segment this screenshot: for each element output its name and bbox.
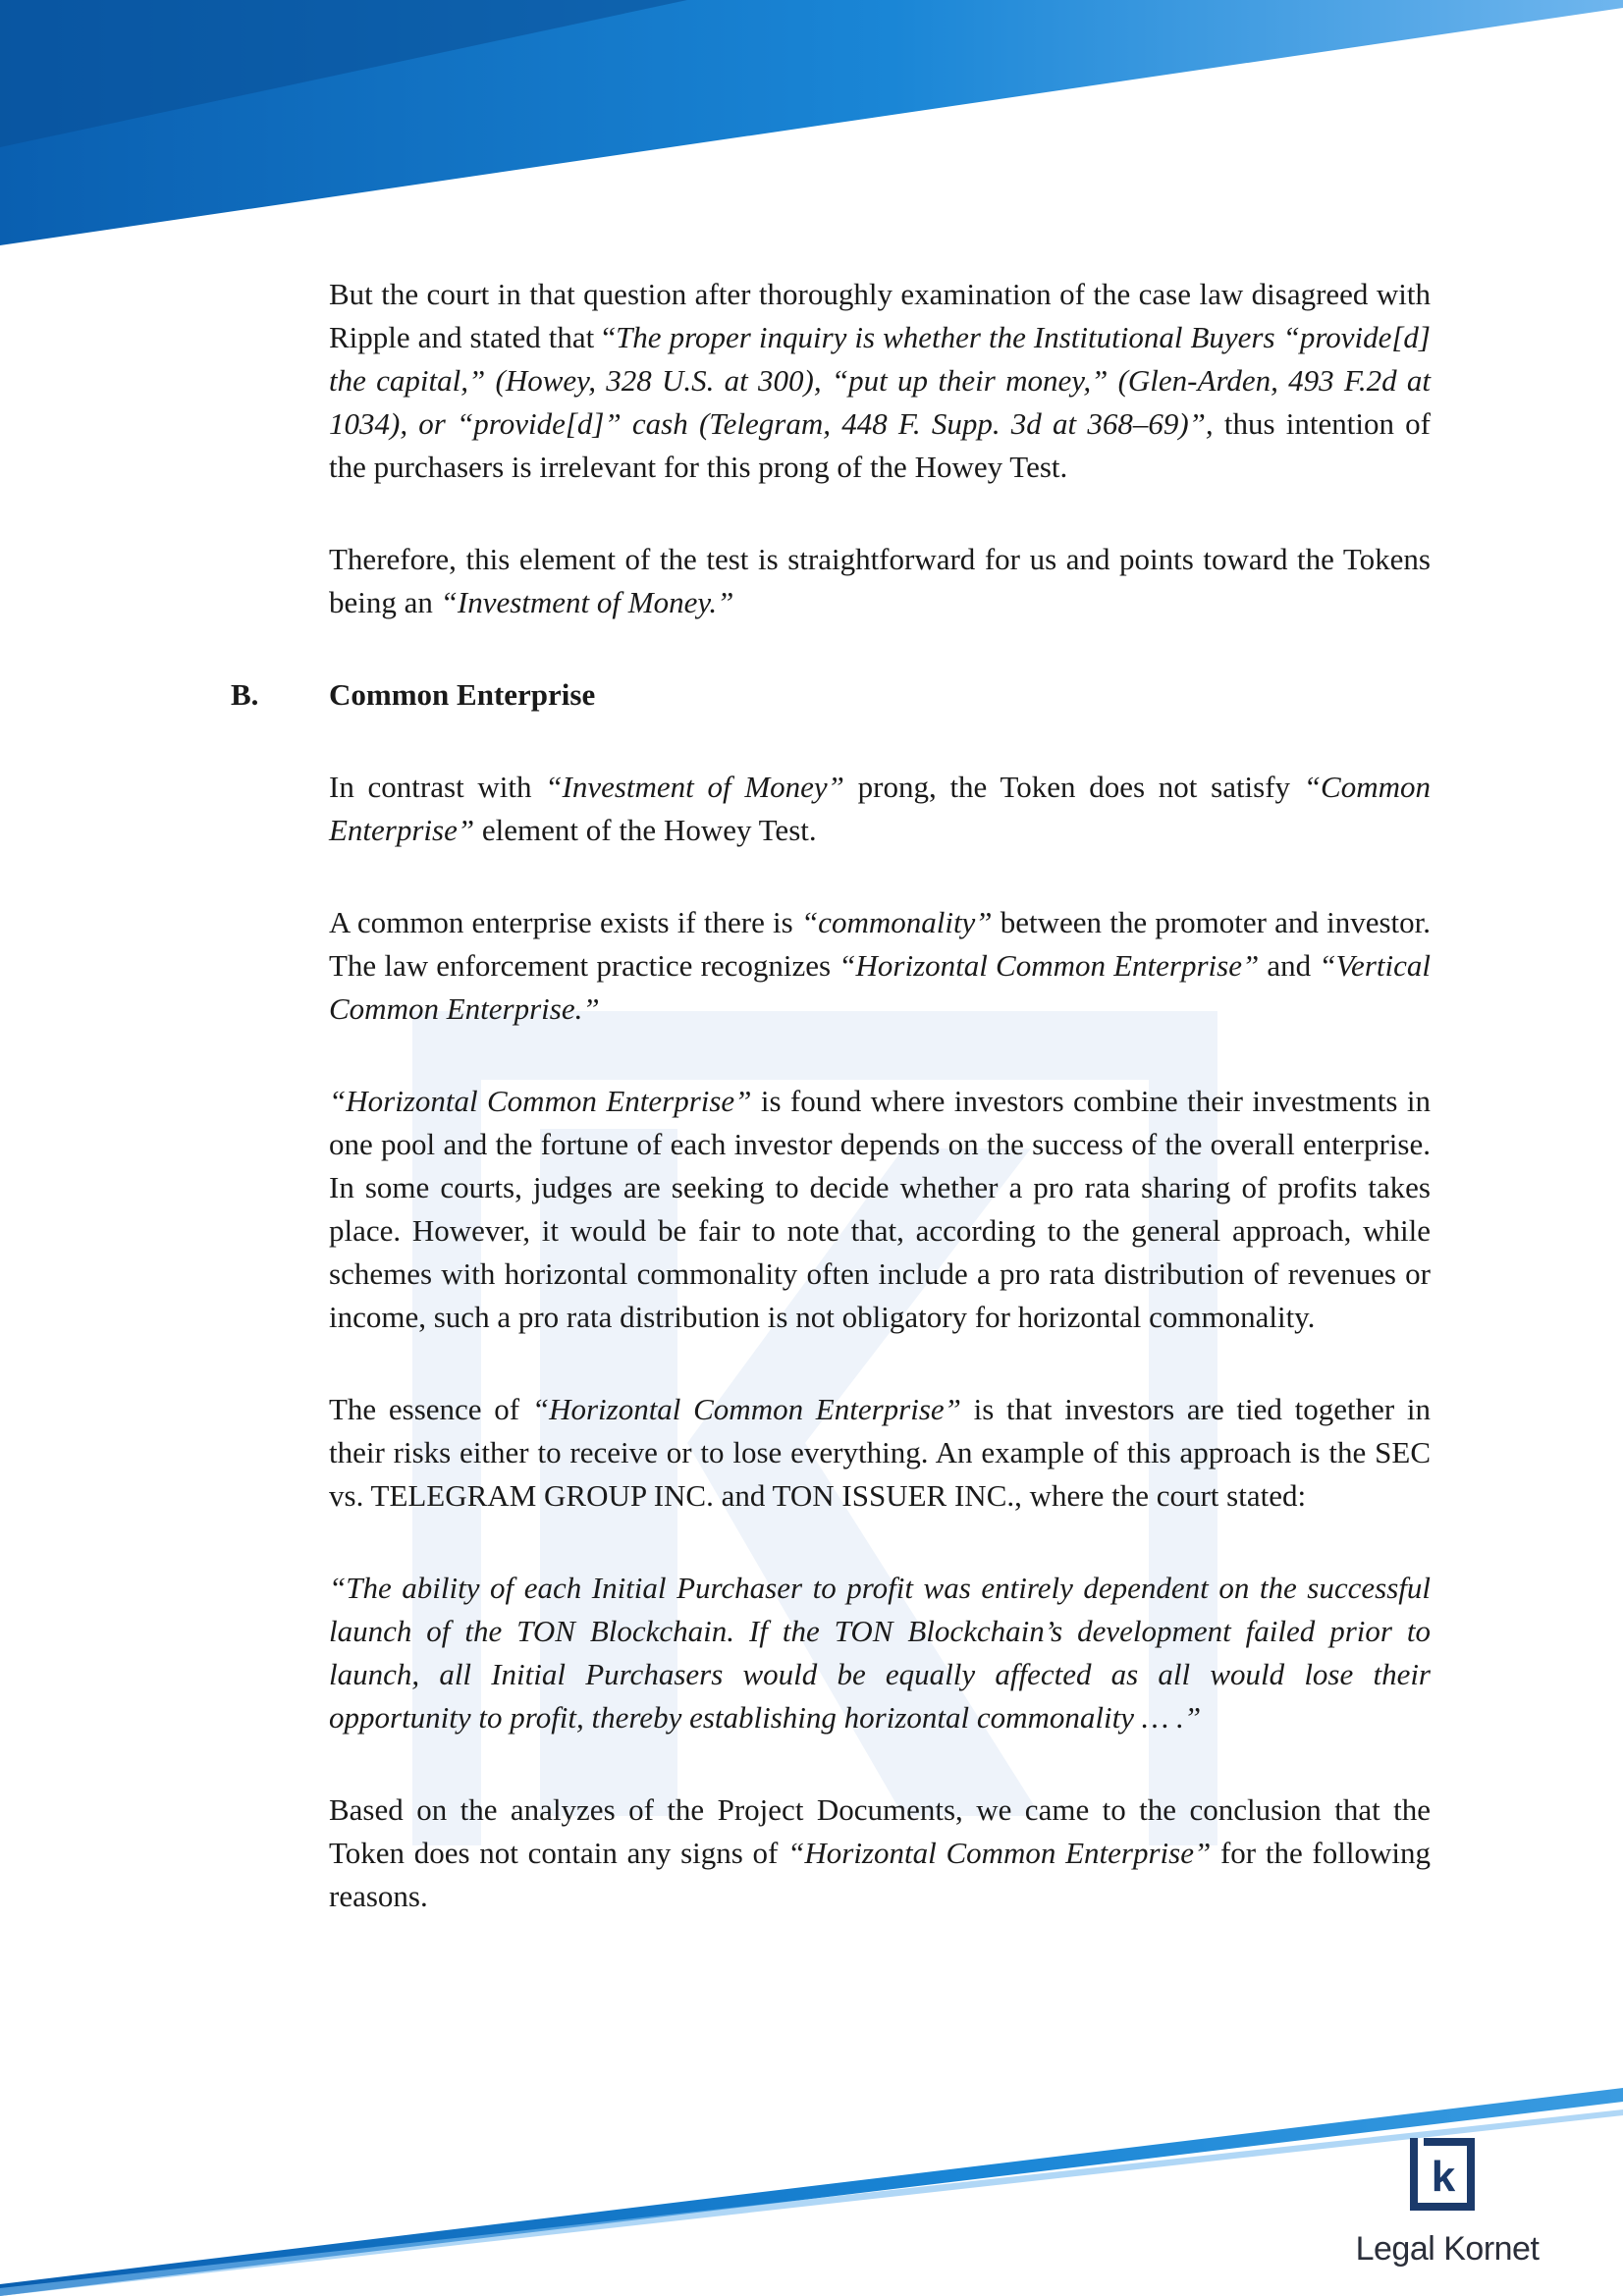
court-quote: “The ability of each Initial Purchaser to profit was entirely dependent on the successful launch of the TON Blockchain. If the TON Blockchain’s development failed prior to launch, all Initial Purchasers would be equally affected as all would lose their opportunity to profit, thereby establishing horizontal commonality … .”: [329, 1571, 1431, 1735]
section-heading-common-enterprise: [231, 673, 1431, 717]
paragraph-investment-conclusion: Therefore, this element of the test is straightforward for us and points toward the Tokens being an “Investment of Money.”: [329, 542, 1431, 619]
paragraph-contrast: In contrast with “Investment of Money” prong, the Token does not satisfy “Common Enterprise” element of the Howey Test.: [329, 770, 1431, 847]
section-letter: B.: [231, 677, 259, 712]
logo-letter: k: [1431, 2153, 1456, 2201]
paragraph-ripple-inquiry: But the court in that question after thoroughly examination of the case law disagreed with Ripple and stated that “The proper inquiry is whether the Institutional Buyers “provide[d] the capital,” (Howey, 328 U.S. at 300), “put up their money,” (Glen-Arden, 493 F.2d at 1034), or “provide[d]” cash (Telegram, 448 F. Supp. 3d at 368–69)”, thus intention of the purchasers is irrelevant for this prong of the Howey Test.: [329, 277, 1431, 484]
header-decoration: [0, 0, 1623, 255]
document-body: [231, 273, 1432, 1967]
logo-wordmark: Legal Kornet: [1355, 2230, 1540, 2268]
paragraph-conclusion: Based on the analyzes of the Project Documents, we came to the conclusion that the Token does not contain any signs of “Horizontal Common Enterprise” for the following reasons.: [329, 1792, 1431, 1913]
company-logo: [1349, 2136, 1545, 2283]
section-title: Common Enterprise: [329, 677, 596, 712]
paragraph-horizontal-definition: “Horizontal Common Enterprise” is found where investors combine their investments in one pool and the fortune of each investor depends on the success of the overall enterprise. In some courts, judges are seeking to decide whether a pro rata sharing of profits takes place. However, it would be fair to note that, according to the general approach, while schemes with horizontal commonality often include a pro rata distribution of revenues or income, such a pro rata distribution is not obligatory for horizontal commonality.: [329, 1084, 1431, 1334]
logo-k-icon: [1408, 2136, 1477, 2213]
paragraph-horizontal-essence: The essence of “Horizontal Common Enterprise” is that investors are tied together in their risks either to receive or to lose everything. An example of this approach is the SEC vs. TELEGRAM GROUP INC. and TON ISSUER INC., where the court stated:: [329, 1392, 1432, 1513]
paragraph-commonality: A common enterprise exists if there is “commonality” between the promoter and investor. The law enforcement practice recognizes “Horizontal Common Enterprise” and “Vertical Common Enterprise.”: [329, 905, 1431, 1026]
